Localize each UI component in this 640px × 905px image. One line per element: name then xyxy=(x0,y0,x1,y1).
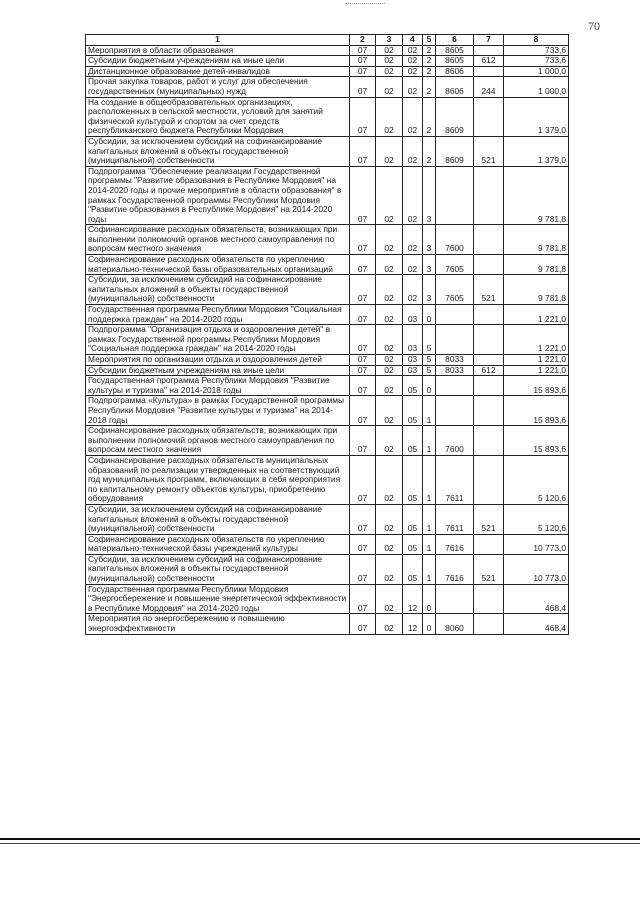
column-header-8: 8 xyxy=(504,35,569,46)
column-header-2: 2 xyxy=(350,35,376,46)
amount-cell: 1 221,0 xyxy=(504,365,569,376)
code-section-cell: 07 xyxy=(350,225,376,255)
code-target-cell: 8060 xyxy=(436,614,474,634)
code-program-cell: 05 xyxy=(403,376,423,396)
amount-cell: 733,6 xyxy=(504,56,569,67)
column-header-4: 4 xyxy=(403,35,423,46)
code-subprogram-cell: 1 xyxy=(423,426,436,456)
code-subprogram-cell: 3 xyxy=(423,275,436,305)
code-program-cell: 12 xyxy=(403,614,423,634)
table-row xyxy=(86,66,569,77)
table-row xyxy=(86,355,569,366)
bottom-border-line-thin xyxy=(0,843,640,844)
code-subsection-cell: 02 xyxy=(376,325,403,355)
item-name-cell: Мероприятия по организации отдыха и оздоровления детей xyxy=(86,355,350,366)
column-header-6: 6 xyxy=(436,35,474,46)
code-subprogram-cell: 1 xyxy=(423,396,436,426)
code-subsection-cell: 02 xyxy=(376,534,403,554)
code-target-cell xyxy=(436,376,474,396)
code-subprogram-cell: 0 xyxy=(423,305,436,325)
table-body xyxy=(86,45,569,634)
code-program-cell: 12 xyxy=(403,584,423,614)
code-target-cell: 7616 xyxy=(436,534,474,554)
item-name-cell: Софинансирование расходных обязательств, возникающих при выполнении полномочий органов местного самоуправления по вопросам местного значения xyxy=(86,225,350,255)
code-section-cell: 07 xyxy=(350,136,376,166)
item-name-cell: Дистанционное образование детей-инвалидов xyxy=(86,66,350,77)
code-program-cell: 05 xyxy=(403,554,423,584)
code-program-cell: 03 xyxy=(403,305,423,325)
code-section-cell: 07 xyxy=(350,325,376,355)
table-row xyxy=(86,255,569,275)
code-program-cell: 05 xyxy=(403,504,423,534)
code-subprogram-cell: 1 xyxy=(423,554,436,584)
code-target-cell: 8609 xyxy=(436,97,474,136)
code-subprogram-cell: 2 xyxy=(423,136,436,166)
amount-cell: 9 781,8 xyxy=(504,225,569,255)
code-expense-type-cell xyxy=(474,584,504,614)
code-subprogram-cell: 3 xyxy=(423,255,436,275)
code-expense-type-cell xyxy=(474,396,504,426)
code-subsection-cell: 02 xyxy=(376,255,403,275)
code-subsection-cell: 02 xyxy=(376,45,403,56)
scan-mark xyxy=(345,0,385,4)
code-target-cell xyxy=(436,305,474,325)
amount-cell: 1 221,0 xyxy=(504,355,569,366)
amount-cell: 468,4 xyxy=(504,614,569,634)
item-name-cell: Прочая закупка товаров, работ и услуг для обеспечения государственных (муниципальных) нужд xyxy=(86,77,350,97)
item-name-cell: Субсидии бюджетным учреждениям на иные цели xyxy=(86,365,350,376)
code-expense-type-cell xyxy=(474,325,504,355)
table-row xyxy=(86,455,569,504)
item-name-cell: Подпрограмма "Организация отдыха и оздоровления детей" в рамках Государственной программы Республики Мордовия "Социальная поддержка граждан" на 2014-2020 годы xyxy=(86,325,350,355)
code-program-cell: 03 xyxy=(403,325,423,355)
code-expense-type-cell xyxy=(474,355,504,366)
code-expense-type-cell: 612 xyxy=(474,365,504,376)
table-row xyxy=(86,225,569,255)
amount-cell: 9 781,8 xyxy=(504,166,569,225)
code-subprogram-cell: 2 xyxy=(423,66,436,77)
code-subsection-cell: 02 xyxy=(376,584,403,614)
item-name-cell: Субсидии, за исключением субсидий на софинансирование капитальных вложений в объекты государственной (муниципальной) собственности xyxy=(86,275,350,305)
table-row xyxy=(86,504,569,534)
code-section-cell: 07 xyxy=(350,97,376,136)
code-subsection-cell: 02 xyxy=(376,455,403,504)
code-expense-type-cell xyxy=(474,166,504,225)
code-expense-type-cell xyxy=(474,305,504,325)
code-section-cell: 07 xyxy=(350,365,376,376)
code-program-cell: 02 xyxy=(403,136,423,166)
code-subprogram-cell: 1 xyxy=(423,504,436,534)
code-subsection-cell: 02 xyxy=(376,365,403,376)
table-row xyxy=(86,45,569,56)
table-row xyxy=(86,275,569,305)
amount-cell: 9 781,8 xyxy=(504,275,569,305)
code-program-cell: 02 xyxy=(403,255,423,275)
code-target-cell: 7611 xyxy=(436,455,474,504)
code-subsection-cell: 02 xyxy=(376,275,403,305)
code-expense-type-cell: 521 xyxy=(474,504,504,534)
code-target-cell: 7600 xyxy=(436,225,474,255)
item-name-cell: Софинансирование расходных обязательств по укреплению материально-технической базы учреждений культуры xyxy=(86,534,350,554)
item-name-cell: Софинансирование расходных обязательств по укреплению материально-технической базы образовательных организаций xyxy=(86,255,350,275)
code-section-cell: 07 xyxy=(350,376,376,396)
table-row xyxy=(86,376,569,396)
code-expense-type-cell: 521 xyxy=(474,554,504,584)
code-target-cell: 7605 xyxy=(436,275,474,305)
budget-table xyxy=(85,34,569,635)
code-program-cell: 02 xyxy=(403,166,423,225)
code-target-cell: 8606 xyxy=(436,66,474,77)
item-name-cell: Софинансирование расходных обязательств муниципальных образований по реализации утвержденных на соответствующий год муниципальных программ, включающих в себя мероприятия по капитальному ремонту объектов культуры, приобретению оборудования xyxy=(86,455,350,504)
code-section-cell: 07 xyxy=(350,396,376,426)
header-row xyxy=(86,35,569,46)
table-row xyxy=(86,136,569,166)
code-section-cell: 07 xyxy=(350,455,376,504)
code-expense-type-cell xyxy=(474,225,504,255)
code-program-cell: 02 xyxy=(403,45,423,56)
code-program-cell: 02 xyxy=(403,225,423,255)
table-row xyxy=(86,426,569,456)
code-subsection-cell: 02 xyxy=(376,504,403,534)
code-program-cell: 02 xyxy=(403,275,423,305)
code-section-cell: 07 xyxy=(350,166,376,225)
code-target-cell: 8605 xyxy=(436,45,474,56)
code-subsection-cell: 02 xyxy=(376,66,403,77)
table-row xyxy=(86,396,569,426)
code-subsection-cell: 02 xyxy=(376,426,403,456)
item-name-cell: Государственная программа Республики Мордовия "Развитие культуры и туризма" на 2014-2018 годы xyxy=(86,376,350,396)
code-target-cell: 7611 xyxy=(436,504,474,534)
code-subprogram-cell: 2 xyxy=(423,45,436,56)
item-name-cell: Субсидии бюджетным учреждениям на иные цели xyxy=(86,56,350,67)
bottom-border-line xyxy=(0,838,640,840)
code-expense-type-cell xyxy=(474,426,504,456)
column-header-3: 3 xyxy=(376,35,403,46)
code-subsection-cell: 02 xyxy=(376,56,403,67)
code-subprogram-cell: 2 xyxy=(423,77,436,97)
code-target-cell: 8606 xyxy=(436,77,474,97)
amount-cell: 733,6 xyxy=(504,45,569,56)
item-name-cell: Мероприятия в области образования xyxy=(86,45,350,56)
code-section-cell: 07 xyxy=(350,355,376,366)
code-section-cell: 07 xyxy=(350,554,376,584)
amount-cell: 5 120,6 xyxy=(504,455,569,504)
item-name-cell: Мероприятия по энергосбережению и повышению энергоэффективности xyxy=(86,614,350,634)
code-subprogram-cell: 0 xyxy=(423,584,436,614)
table-row xyxy=(86,584,569,614)
code-expense-type-cell xyxy=(474,376,504,396)
code-subprogram-cell: 2 xyxy=(423,56,436,67)
item-name-cell: На создание в общеобразовательных организациях, расположенных в сельской местности, условий для занятий физической культурой и спортом за счет средств республиканского бюджета Республики Мордовия xyxy=(86,97,350,136)
code-program-cell: 05 xyxy=(403,396,423,426)
code-subsection-cell: 02 xyxy=(376,136,403,166)
amount-cell: 1 379,0 xyxy=(504,97,569,136)
table-row xyxy=(86,614,569,634)
code-expense-type-cell xyxy=(474,614,504,634)
amount-cell: 5 120,6 xyxy=(504,504,569,534)
table-row xyxy=(86,534,569,554)
code-section-cell: 07 xyxy=(350,56,376,67)
code-subsection-cell: 02 xyxy=(376,614,403,634)
code-target-cell xyxy=(436,396,474,426)
code-section-cell: 07 xyxy=(350,66,376,77)
code-section-cell: 07 xyxy=(350,504,376,534)
code-subprogram-cell: 0 xyxy=(423,614,436,634)
code-subprogram-cell: 5 xyxy=(423,365,436,376)
code-program-cell: 02 xyxy=(403,66,423,77)
code-target-cell: 8033 xyxy=(436,355,474,366)
amount-cell: 1 221,0 xyxy=(504,305,569,325)
code-subsection-cell: 02 xyxy=(376,77,403,97)
code-subsection-cell: 02 xyxy=(376,554,403,584)
code-program-cell: 05 xyxy=(403,455,423,504)
item-name-cell: Подпрограмма «Культура» в рамках Государственной программы Республики Мордовия "Развитие культуры и туризма" на 2014-2018 годы xyxy=(86,396,350,426)
column-header-1: 1 xyxy=(86,35,350,46)
item-name-cell: Субсидии, за исключением субсидий на софинансирование капитальных вложений в объекты государственной (муниципальной) собственности xyxy=(86,554,350,584)
code-section-cell: 07 xyxy=(350,77,376,97)
item-name-cell: Субсидии, за исключением субсидий на софинансирование капитальных вложений в объекты государственной (муниципальной) собственности xyxy=(86,504,350,534)
item-name-cell: Государственная программа Республики Мордовия "Социальная поддержка граждан" на 2014-2020 годы xyxy=(86,305,350,325)
code-subprogram-cell: 0 xyxy=(423,376,436,396)
item-name-cell: Государственная программа Республики Мордовия "Энергосбережение и повышение энергетической эффективности в Республике Мордовия" на 2014-2020 годы xyxy=(86,584,350,614)
code-subsection-cell: 02 xyxy=(376,376,403,396)
code-target-cell: 8605 xyxy=(436,56,474,67)
code-program-cell: 05 xyxy=(403,534,423,554)
amount-cell: 15 893,6 xyxy=(504,376,569,396)
table-row xyxy=(86,77,569,97)
amount-cell: 9 781,8 xyxy=(504,255,569,275)
code-target-cell xyxy=(436,325,474,355)
code-program-cell: 05 xyxy=(403,426,423,456)
code-target-cell: 7605 xyxy=(436,255,474,275)
code-section-cell: 07 xyxy=(350,426,376,456)
table-row xyxy=(86,166,569,225)
code-expense-type-cell xyxy=(474,255,504,275)
code-expense-type-cell: 612 xyxy=(474,56,504,67)
page-number: 70 xyxy=(588,19,600,33)
column-header-7: 7 xyxy=(474,35,504,46)
amount-cell: 1 221,0 xyxy=(504,325,569,355)
code-expense-type-cell xyxy=(474,455,504,504)
code-section-cell: 07 xyxy=(350,45,376,56)
code-section-cell: 07 xyxy=(350,305,376,325)
code-subprogram-cell: 3 xyxy=(423,166,436,225)
table-row xyxy=(86,365,569,376)
code-target-cell xyxy=(436,166,474,225)
amount-cell: 1 000,0 xyxy=(504,77,569,97)
item-name-cell: Софинансирование расходных обязательств, возникающих при выполнении полномочий органов местного самоуправления по вопросам местного значения xyxy=(86,426,350,456)
code-target-cell xyxy=(436,584,474,614)
code-subprogram-cell: 1 xyxy=(423,534,436,554)
code-expense-type-cell xyxy=(474,45,504,56)
item-name-cell: Подпрограмма "Обеспечение реализации Государственной программы "Развитие образования в Республике Мордовия" на 2014-2020 годы и прочие мероприятия в области образования" в рамках Государственной программы Республики Мордовия "Развитие образования в Республике Мордовия" на 2014-2020 годы xyxy=(86,166,350,225)
code-subsection-cell: 02 xyxy=(376,305,403,325)
amount-cell: 10 773,0 xyxy=(504,554,569,584)
code-program-cell: 02 xyxy=(403,77,423,97)
code-subsection-cell: 02 xyxy=(376,166,403,225)
column-header-5: 5 xyxy=(423,35,436,46)
table-row xyxy=(86,305,569,325)
code-expense-type-cell xyxy=(474,534,504,554)
code-subprogram-cell: 5 xyxy=(423,355,436,366)
code-program-cell: 03 xyxy=(403,355,423,366)
code-section-cell: 07 xyxy=(350,614,376,634)
code-subsection-cell: 02 xyxy=(376,355,403,366)
code-expense-type-cell xyxy=(474,97,504,136)
code-subprogram-cell: 5 xyxy=(423,325,436,355)
code-expense-type-cell: 244 xyxy=(474,77,504,97)
code-subsection-cell: 02 xyxy=(376,396,403,426)
code-program-cell: 02 xyxy=(403,56,423,67)
code-program-cell: 02 xyxy=(403,97,423,136)
amount-cell: 15 893,6 xyxy=(504,396,569,426)
item-name-cell: Субсидии, за исключением субсидий на софинансирование капитальных вложений в объекты государственной (муниципальной) собственности xyxy=(86,136,350,166)
amount-cell: 1 000,0 xyxy=(504,66,569,77)
code-section-cell: 07 xyxy=(350,255,376,275)
code-target-cell: 8033 xyxy=(436,365,474,376)
code-section-cell: 07 xyxy=(350,275,376,305)
code-expense-type-cell: 521 xyxy=(474,275,504,305)
code-expense-type-cell xyxy=(474,66,504,77)
code-expense-type-cell: 521 xyxy=(474,136,504,166)
code-target-cell: 7600 xyxy=(436,426,474,456)
code-section-cell: 07 xyxy=(350,534,376,554)
amount-cell: 10 773,0 xyxy=(504,534,569,554)
amount-cell: 15 893,6 xyxy=(504,426,569,456)
code-section-cell: 07 xyxy=(350,584,376,614)
code-program-cell: 03 xyxy=(403,365,423,376)
table-row xyxy=(86,325,569,355)
code-subsection-cell: 02 xyxy=(376,97,403,136)
code-subprogram-cell: 3 xyxy=(423,225,436,255)
code-subprogram-cell: 2 xyxy=(423,97,436,136)
code-subprogram-cell: 1 xyxy=(423,455,436,504)
amount-cell: 468,4 xyxy=(504,584,569,614)
table-row xyxy=(86,554,569,584)
amount-cell: 1 379,0 xyxy=(504,136,569,166)
table-row xyxy=(86,56,569,67)
table-row xyxy=(86,97,569,136)
code-target-cell: 8609 xyxy=(436,136,474,166)
code-target-cell: 7616 xyxy=(436,554,474,584)
code-subsection-cell: 02 xyxy=(376,225,403,255)
